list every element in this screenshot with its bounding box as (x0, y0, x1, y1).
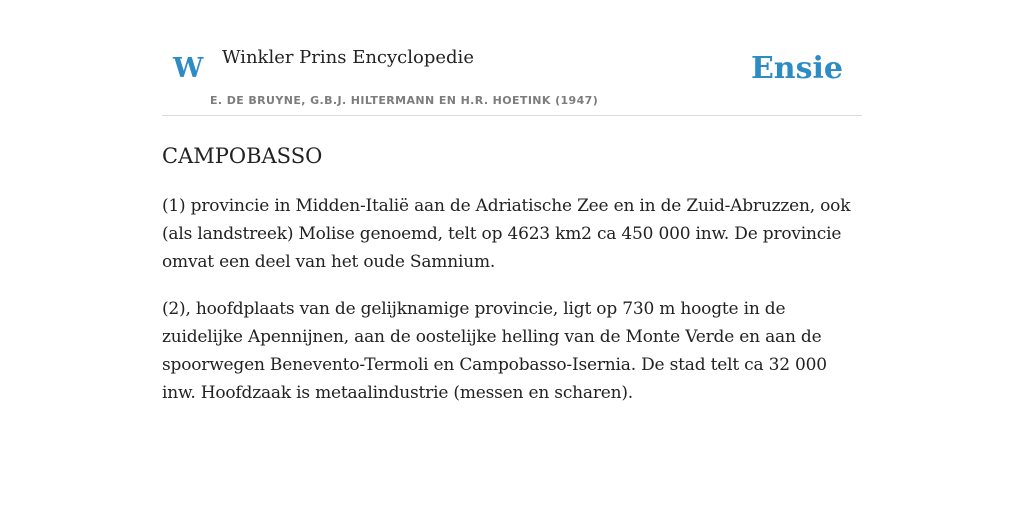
entry-paragraph-1: (1) provincie in Midden-Italië aan de Adriatische Zee en in de Zuid-Abruzzen, ook (als landstreek) Molise genoemd, telt op 4623 km2 ca 450 000 inw. De provincie omvat een deel van het oude Samnium. (162, 196, 851, 272)
entry-paragraph-2: (2), hoofdplaats van de gelijknamige provincie, ligt op 730 m hoogte in de zuidelijke Apennijnen, aan de oostelijke helling van de Monte Verde en aan de spoorwegen Benevento-Termoli en Campobasso-Isernia. De stad telt ca 32 000 inw. Hoofdzaak is metaalindustrie (messen en scharen). (162, 299, 827, 403)
source-logo-icon[interactable]: W (173, 53, 204, 84)
source-title[interactable]: Winkler Prins Encyclopedie (222, 47, 474, 68)
source-authors: E. DE BRUYNE, G.B.J. HILTERMANN EN H.R. HOETINK (1947) (210, 94, 599, 107)
brand-logo[interactable]: Ensie (750, 51, 843, 86)
article-card (162, 38, 862, 407)
entry-title: CAMPOBASSO (162, 144, 323, 168)
source-header (162, 38, 862, 116)
